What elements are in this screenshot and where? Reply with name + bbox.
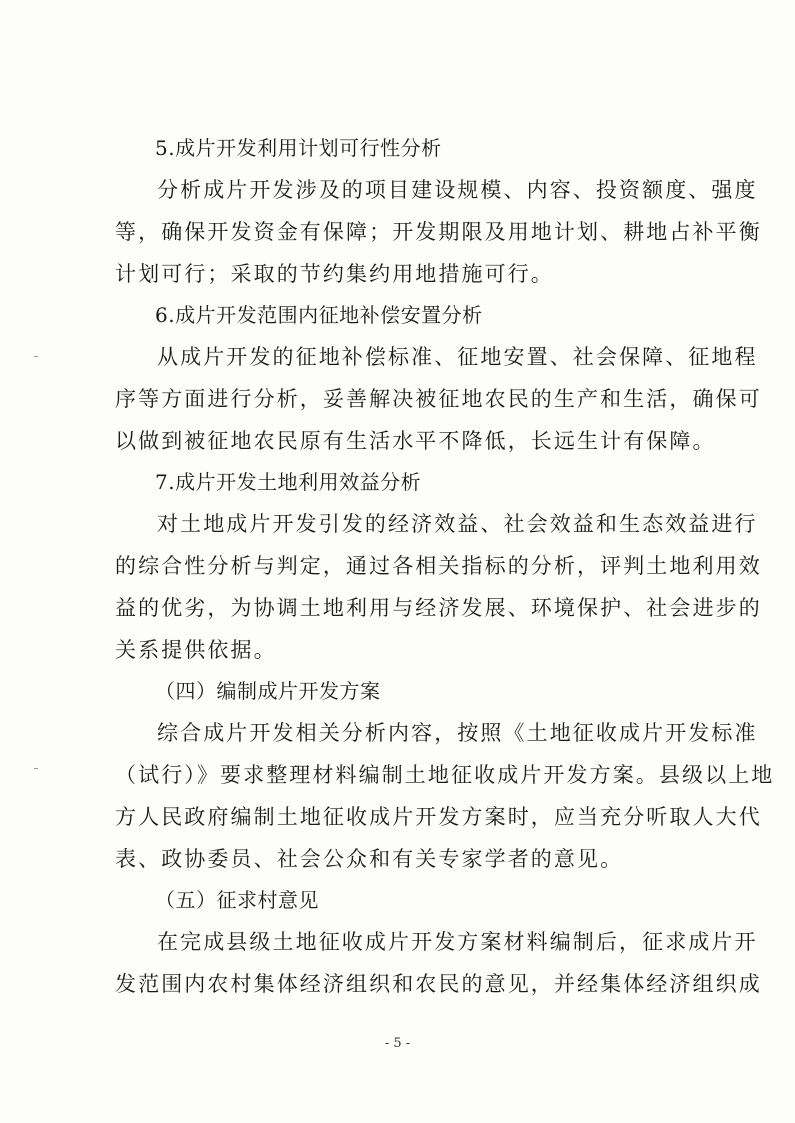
- paragraph-line: 方人民政府编制土地征收成片开发方案时，应当充分听取人大代: [115, 805, 762, 829]
- paragraph-line: 表、政协委员、社会公众和有关专家学者的意见。: [115, 847, 624, 871]
- scan-speck: [34, 356, 38, 357]
- paragraph-line: 序等方面进行分析，妥善解决被征地农民的生产和生活，确保可: [115, 387, 762, 411]
- section-heading-5b: （五）征求村意见: [155, 888, 319, 912]
- page-number: - 5 -: [384, 1036, 411, 1051]
- section-paragraph-5b: [115, 921, 762, 1005]
- paragraph-line: 益的优劣，为协调土地利用与经济发展、环境保护、社会进步的: [115, 596, 762, 620]
- section-heading-4: （四）编制成片开发方案: [155, 679, 381, 703]
- paragraph-line: 从成片开发的征地补偿标准、征地安置、社会保障、征地程: [157, 345, 758, 369]
- paragraph-line: 的综合性分析与判定，通过各相关指标的分析，评判土地利用效: [115, 554, 762, 578]
- paragraph-line: 在完成县级土地征收成片开发方案材料编制后，征求成片开: [157, 930, 758, 954]
- scan-speck: [34, 768, 38, 769]
- section-heading-6: 6.成片开发范围内征地补偿安置分析: [155, 303, 483, 327]
- paragraph-line: 对土地成片开发引发的经济效益、社会效益和生态效益进行: [157, 512, 758, 536]
- section-heading-5: 5.成片开发利用计划可行性分析: [155, 136, 442, 160]
- section-paragraph-4: [115, 712, 775, 880]
- paragraph-line: 综合成片开发相关分析内容，按照《土地征收成片开发标准: [157, 721, 758, 745]
- paragraph-line: 关系提供依据。: [115, 638, 277, 662]
- paragraph-line: 发范围内农村集体经济组织和农民的意见，并经集体经济组织成: [115, 972, 762, 996]
- paragraph-line: 分析成片开发涉及的项目建设规模、内容、投资额度、强度: [157, 178, 758, 202]
- paragraph-line: 等，确保开发资金有保障；开发期限及用地计划、耕地占补平衡: [115, 220, 762, 244]
- section-paragraph-6: [115, 336, 762, 462]
- paragraph-line: （试行）》要求整理材料编制土地征收成片开发方案。县级以上地: [115, 763, 775, 787]
- section-heading-7: 7.成片开发土地利用效益分析: [155, 470, 422, 494]
- document-body: [115, 128, 775, 1005]
- section-paragraph-7: [115, 503, 762, 671]
- paragraph-line: 计划可行；采取的节约集约用地措施可行。: [115, 262, 554, 286]
- section-paragraph-5: [115, 169, 762, 295]
- paragraph-line: 以做到被征地农民原有生活水平不降低，长远生计有保障。: [115, 429, 716, 453]
